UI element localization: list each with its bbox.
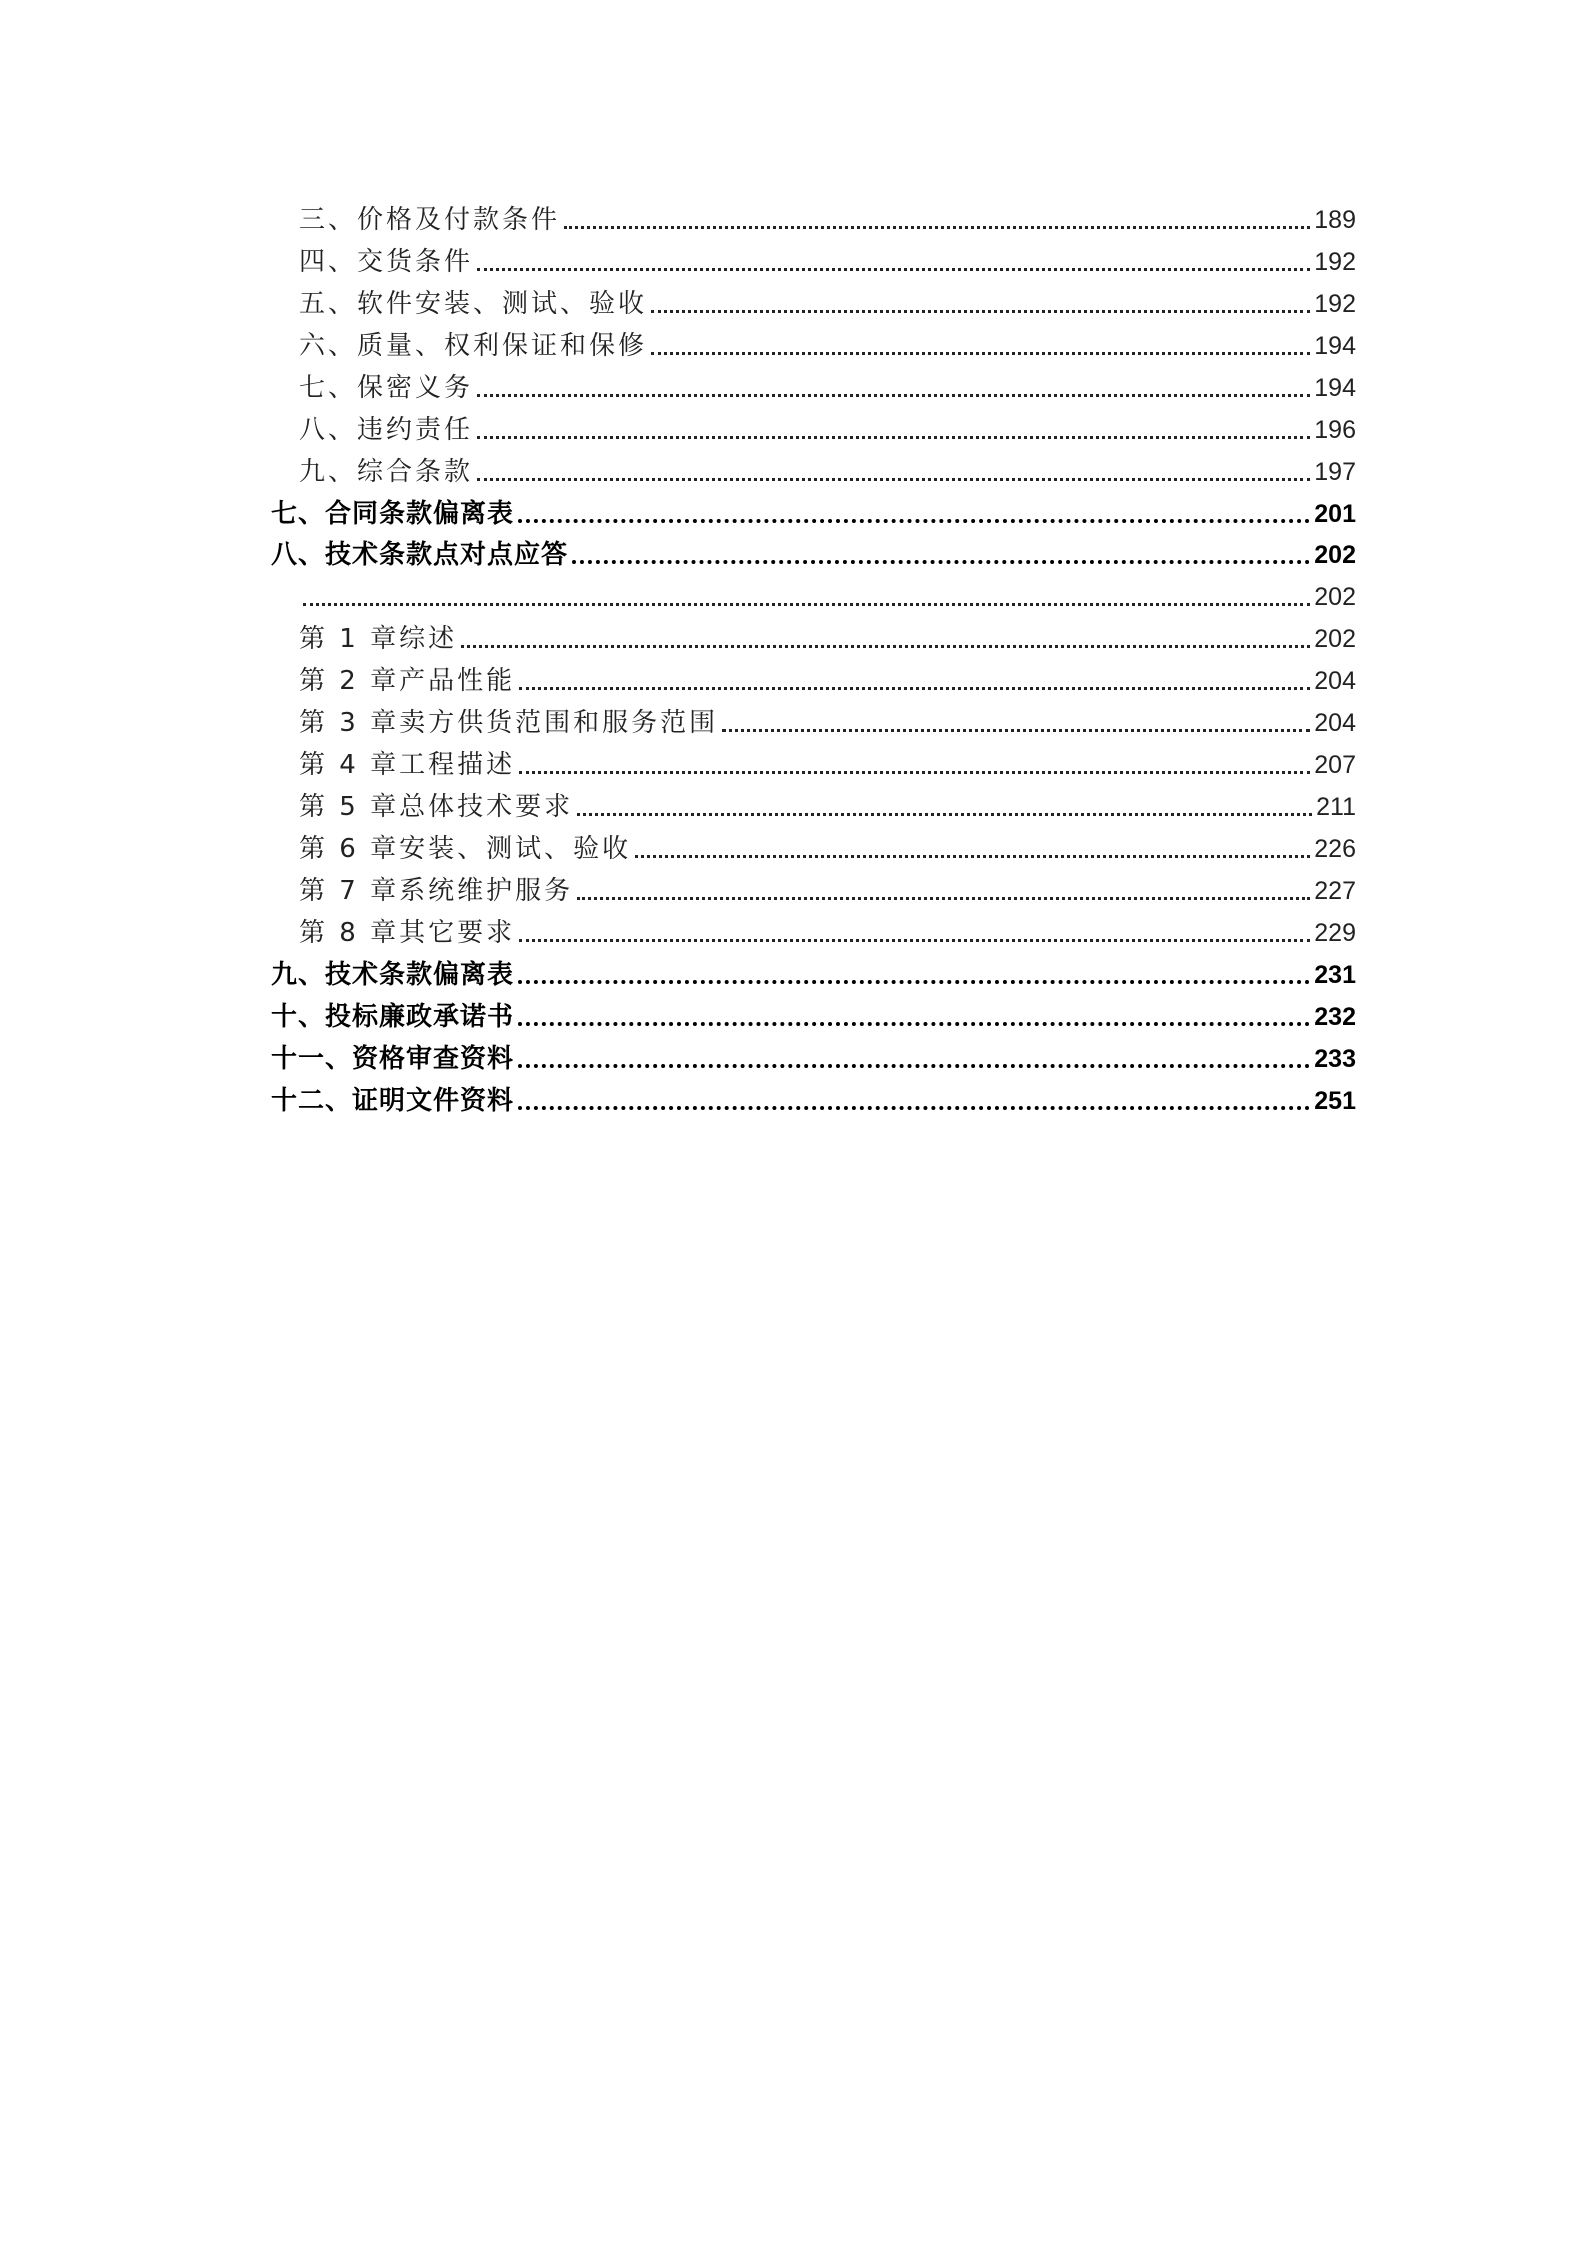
toc-entry[interactable] (271, 321, 1356, 363)
toc-entry[interactable] (271, 866, 1356, 908)
toc-entry[interactable] (271, 447, 1356, 489)
toc-entry-title: 七、保密义务 (299, 372, 474, 403)
toc-entry-title: 十一、资格审查资料 (271, 1043, 515, 1074)
toc-entry[interactable] (271, 824, 1356, 866)
dot-leader (477, 268, 1310, 271)
dot-leader (651, 310, 1310, 313)
dot-leader (518, 1064, 1310, 1068)
toc-entry-title: 八、违约责任 (299, 414, 474, 445)
dot-leader (564, 226, 1310, 229)
toc-entry-page: 201 (1314, 499, 1356, 528)
toc-entry-page: 251 (1314, 1086, 1356, 1115)
toc-entry-title: 五、软件安装、测试、验收 (299, 288, 648, 319)
toc-entry-page: 189 (1314, 205, 1356, 234)
toc-entry-title: 第 4 章工程描述 (299, 750, 516, 781)
toc-entry[interactable] (271, 782, 1356, 824)
toc-entry-title: 六、质量、权利保证和保修 (299, 330, 648, 361)
toc-entry-page: 231 (1314, 960, 1356, 989)
dot-leader (303, 603, 1310, 606)
toc-entry-page: 202 (1314, 583, 1356, 612)
toc-entry[interactable] (271, 237, 1356, 279)
toc-entry-page: 229 (1314, 918, 1356, 947)
toc-entry[interactable] (271, 363, 1356, 405)
toc-entry-title: 九、综合条款 (299, 456, 474, 487)
dot-leader (477, 478, 1310, 481)
toc-entry[interactable] (271, 656, 1356, 698)
dot-leader (461, 645, 1310, 648)
toc-entry-page: 204 (1314, 667, 1356, 696)
toc-entry-title: 第 2 章产品性能 (299, 666, 516, 697)
dot-leader (518, 1106, 1310, 1110)
toc-entry[interactable] (271, 572, 1356, 614)
dot-leader (519, 687, 1310, 690)
toc-entry[interactable] (271, 531, 1356, 573)
dot-leader (518, 519, 1310, 523)
toc-entry[interactable] (271, 614, 1356, 656)
table-of-contents (271, 195, 1356, 1118)
dot-leader (577, 897, 1310, 900)
dot-leader (651, 352, 1310, 355)
toc-entry-title: 八、技术条款点对点应答 (271, 540, 569, 571)
toc-entry-page: 207 (1314, 751, 1356, 780)
toc-entry-page: 226 (1314, 835, 1356, 863)
dot-leader (477, 436, 1310, 439)
toc-entry[interactable] (271, 279, 1356, 321)
toc-entry[interactable] (271, 740, 1356, 782)
dot-leader (635, 855, 1310, 858)
toc-entry[interactable] (271, 992, 1356, 1034)
toc-entry[interactable] (271, 1076, 1356, 1118)
dot-leader (722, 729, 1310, 732)
toc-entry-title: 四、交货条件 (299, 246, 474, 277)
toc-entry-title: 第 6 章安装、测试、验收 (299, 834, 632, 864)
dot-leader (572, 560, 1310, 564)
toc-entry[interactable] (271, 405, 1356, 447)
toc-entry-page: 194 (1314, 373, 1356, 402)
toc-entry[interactable] (271, 908, 1356, 950)
toc-entry-page: 211 (1316, 793, 1356, 822)
toc-entry-page: 233 (1314, 1044, 1356, 1073)
dot-leader (518, 1022, 1310, 1026)
toc-entry-title: 第 5 章总体技术要求 (299, 792, 574, 823)
dot-leader (518, 980, 1310, 984)
toc-entry[interactable] (271, 698, 1356, 740)
toc-entry-page: 202 (1314, 625, 1356, 654)
toc-entry-title: 第 7 章系统维护服务 (299, 875, 574, 906)
toc-entry-title: 第 1 章综述 (299, 624, 458, 655)
toc-entry-title: 第 8 章其它要求 (299, 917, 516, 948)
toc-entry-title: 七、合同条款偏离表 (271, 498, 515, 529)
dot-leader (519, 939, 1310, 942)
toc-entry-page: 194 (1314, 331, 1356, 360)
toc-entry[interactable] (271, 950, 1356, 992)
toc-entry-page: 196 (1314, 415, 1356, 444)
toc-entry[interactable] (271, 1034, 1356, 1076)
toc-entry-title: 九、技术条款偏离表 (271, 959, 515, 990)
toc-entry[interactable] (271, 489, 1356, 531)
dot-leader (519, 771, 1310, 774)
toc-entry-page: 202 (1314, 541, 1356, 570)
toc-entry-title: 十、投标廉政承诺书 (271, 1001, 515, 1032)
toc-entry-page: 197 (1314, 457, 1356, 486)
dot-leader (477, 394, 1310, 397)
toc-entry-title: 十二、证明文件资料 (271, 1085, 515, 1116)
toc-entry-page: 227 (1314, 876, 1356, 905)
toc-entry-page: 192 (1314, 247, 1356, 276)
dot-leader (577, 813, 1312, 816)
toc-entry-title: 第 3 章卖方供货范围和服务范围 (299, 708, 719, 739)
toc-entry[interactable] (271, 195, 1356, 237)
toc-entry-page: 232 (1314, 1002, 1356, 1031)
toc-entry-title: 三、价格及付款条件 (299, 204, 561, 235)
toc-entry-page: 192 (1314, 289, 1356, 318)
toc-entry-page: 204 (1314, 709, 1356, 738)
